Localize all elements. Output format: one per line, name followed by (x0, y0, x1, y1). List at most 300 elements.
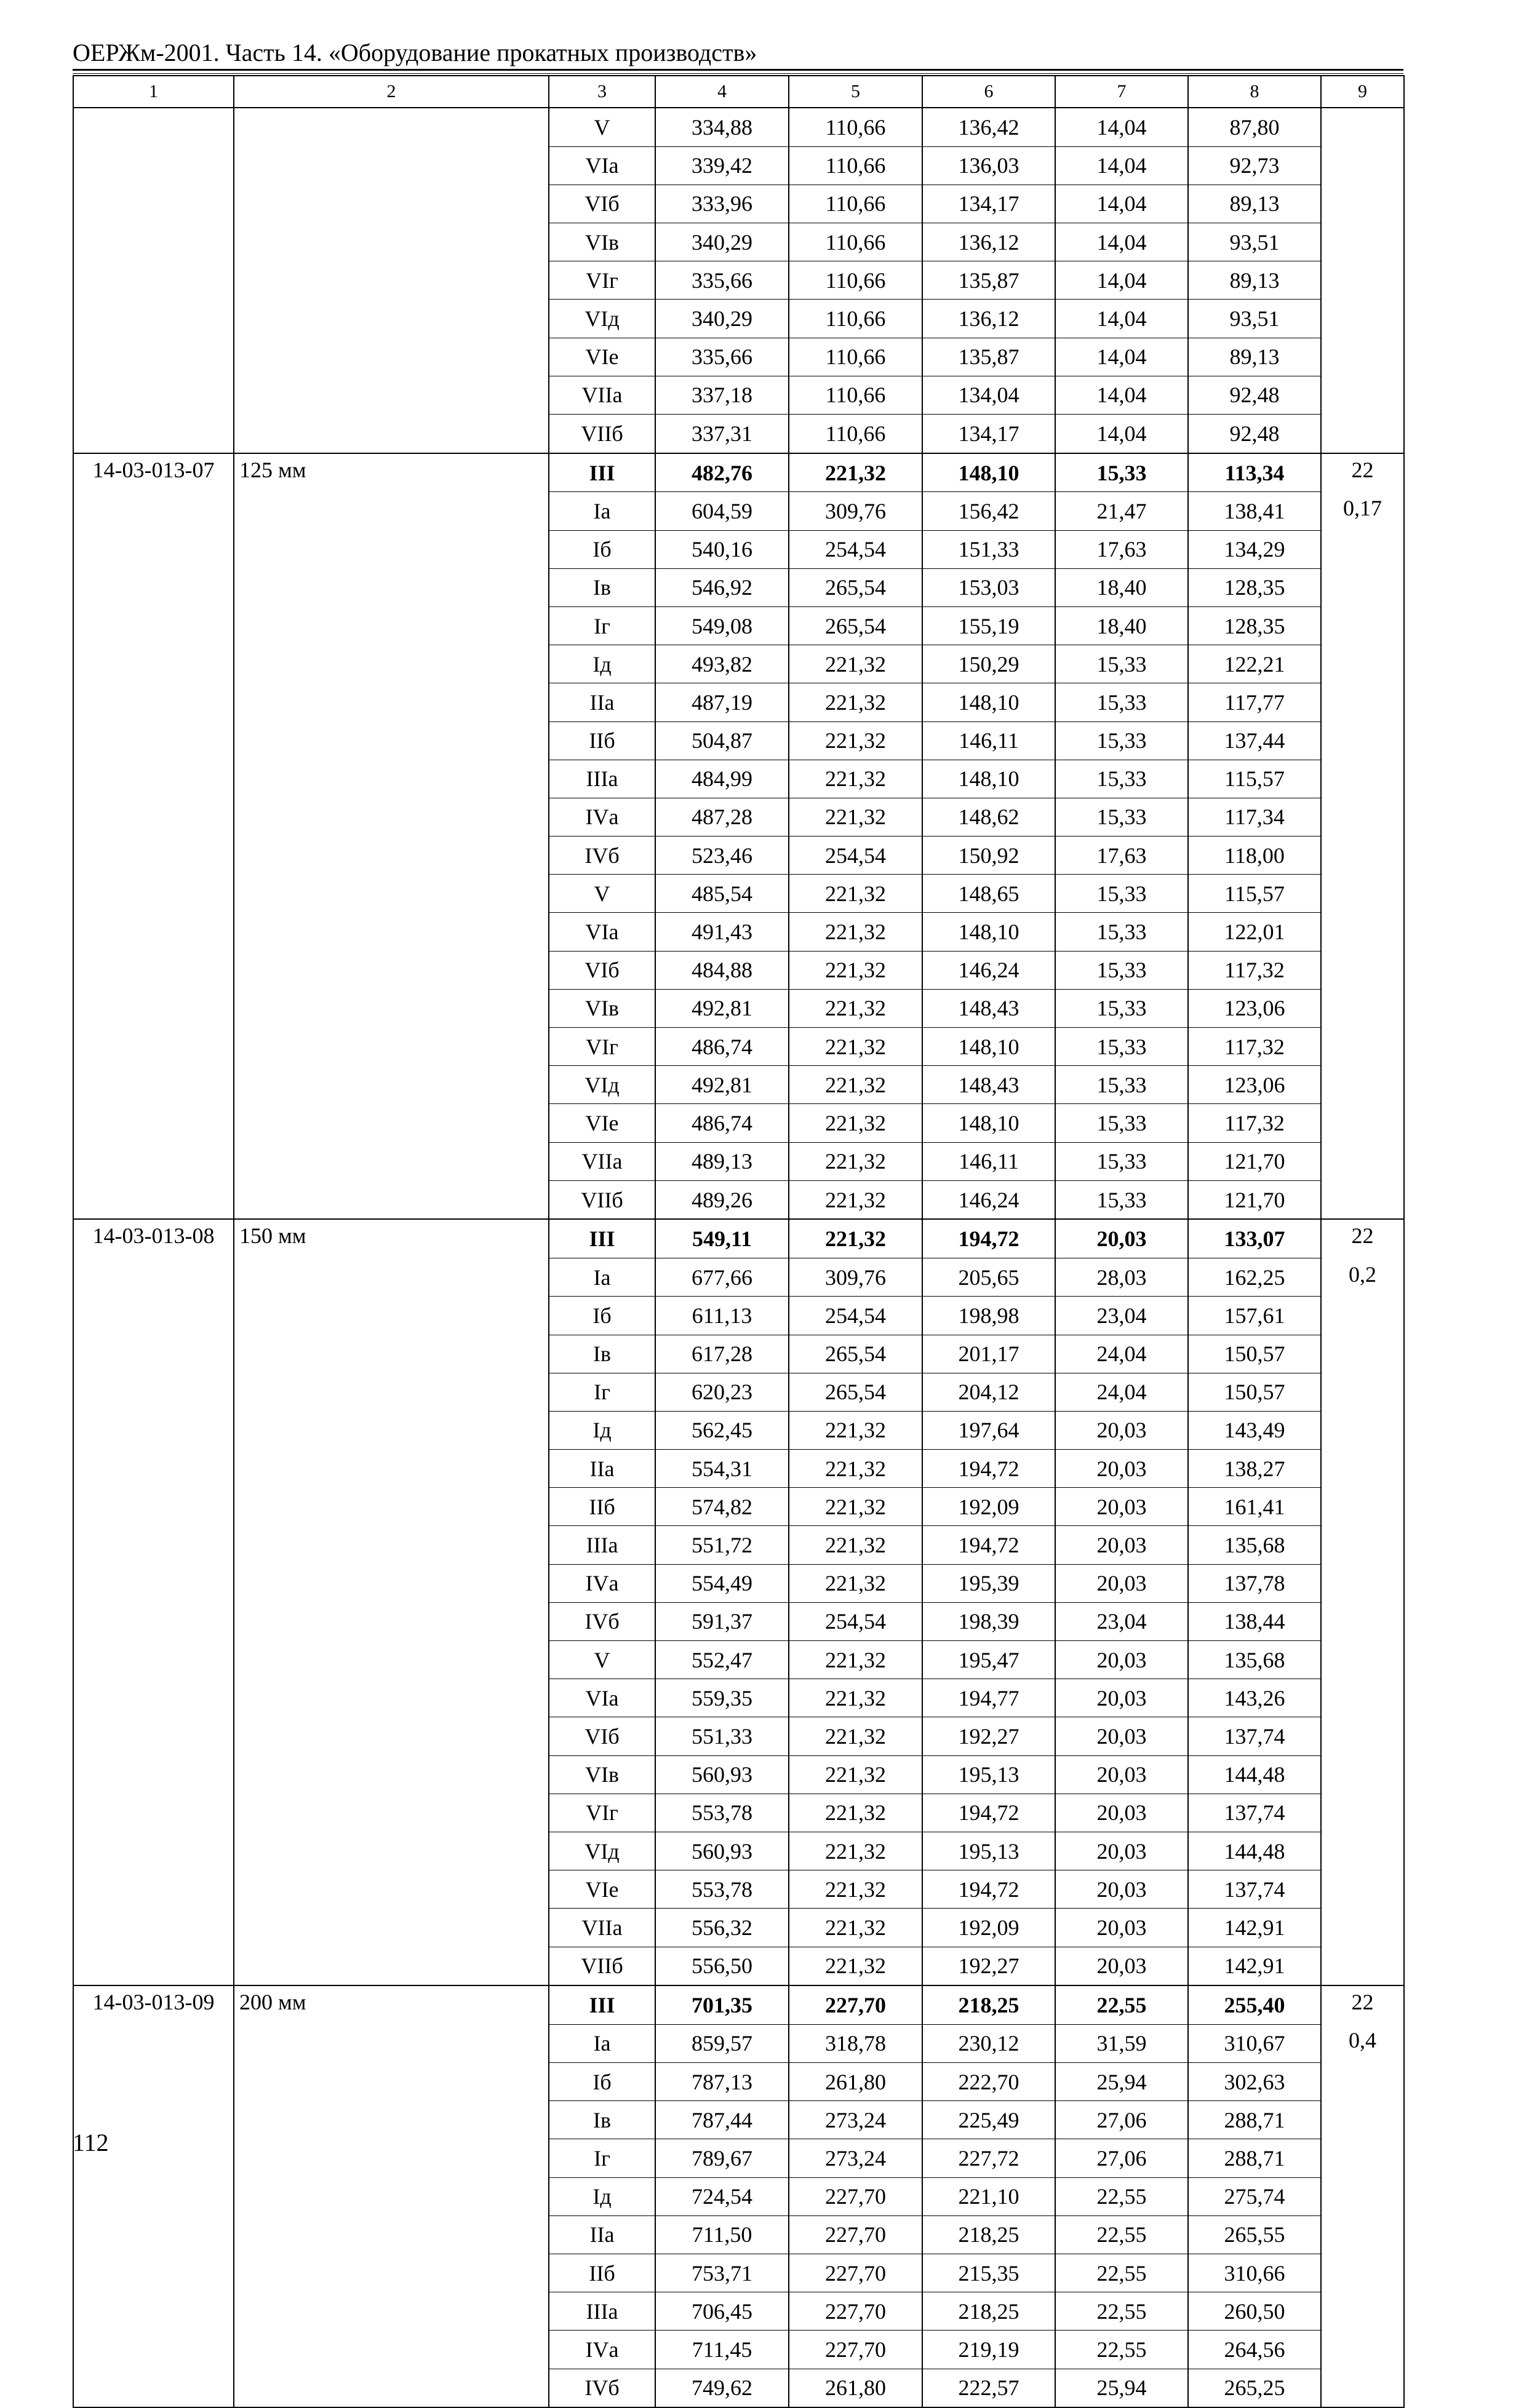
table-row (73, 300, 1404, 338)
table-row (73, 1180, 1404, 1219)
region-cell: Iд (549, 645, 655, 683)
machinist-wages-cell: 17,63 (1055, 836, 1188, 875)
materials-cell: 128,35 (1188, 606, 1321, 645)
total-cost-cell: 552,47 (655, 1641, 789, 1679)
machines-cell: 194,72 (922, 1450, 1055, 1488)
region-cell: VIг (549, 1794, 655, 1832)
region-cell: V (549, 875, 655, 913)
size-cell (234, 606, 549, 645)
wages-cell: 110,66 (789, 338, 922, 376)
region-cell: VIе (549, 1870, 655, 1909)
table-row (73, 798, 1404, 836)
machinist-wages-cell: 15,33 (1055, 913, 1188, 951)
machinist-wages-cell: 20,03 (1055, 1832, 1188, 1870)
materials-cell: 115,57 (1188, 875, 1321, 913)
size-cell (234, 1641, 549, 1679)
table-row (73, 1985, 1404, 2024)
machinist-wages-cell: 17,63 (1055, 530, 1188, 568)
machinist-wages-cell: 20,03 (1055, 1488, 1188, 1526)
col9-cell (1321, 836, 1404, 875)
materials-cell: 133,07 (1188, 1219, 1321, 1258)
materials-cell: 137,74 (1188, 1794, 1321, 1832)
table-row (73, 875, 1404, 913)
machinist-wages-cell: 14,04 (1055, 223, 1188, 261)
materials-cell: 310,67 (1188, 2024, 1321, 2062)
machines-cell: 227,72 (922, 2139, 1055, 2177)
table-row (73, 185, 1404, 223)
size-cell: 200 мм (234, 1985, 549, 2024)
machines-cell: 146,24 (922, 951, 1055, 989)
code-cell (73, 568, 234, 606)
code-cell (73, 2331, 234, 2369)
materials-cell: 144,48 (1188, 1755, 1321, 1794)
size-cell (234, 1258, 549, 1297)
total-cost-cell: 482,76 (655, 453, 789, 492)
machines-cell: 219,19 (922, 2331, 1055, 2369)
materials-cell: 137,44 (1188, 721, 1321, 760)
col9-cell (1321, 875, 1404, 913)
wages-cell: 221,32 (789, 760, 922, 798)
machinist-wages-cell: 20,03 (1055, 1717, 1188, 1755)
code-cell (73, 2024, 234, 2062)
table-row (73, 721, 1404, 760)
region-cell: VIв (549, 989, 655, 1027)
table-row (73, 1104, 1404, 1142)
size-cell (234, 1028, 549, 1066)
column-number: 8 (1188, 76, 1321, 108)
machines-cell: 205,65 (922, 1258, 1055, 1297)
code-cell (73, 300, 234, 338)
wages-cell: 221,32 (789, 798, 922, 836)
region-cell: IIIа (549, 1526, 655, 1564)
code-cell (73, 1832, 234, 1870)
size-cell (234, 1180, 549, 1219)
materials-cell: 117,77 (1188, 683, 1321, 721)
size-cell (234, 415, 549, 453)
table-row (73, 2024, 1404, 2062)
total-cost-cell: 484,88 (655, 951, 789, 989)
materials-cell: 310,66 (1188, 2254, 1321, 2292)
size-cell (234, 146, 549, 185)
wages-cell: 110,66 (789, 376, 922, 414)
size-cell (234, 1297, 549, 1335)
col9-cell (1321, 606, 1404, 645)
machinist-wages-cell: 24,04 (1055, 1373, 1188, 1411)
table-row (73, 683, 1404, 721)
materials-cell: 255,40 (1188, 1985, 1321, 2024)
table-row (73, 1066, 1404, 1104)
wages-cell: 221,32 (789, 1909, 922, 1947)
machines-cell: 136,03 (922, 146, 1055, 185)
size-cell (234, 1335, 549, 1373)
table-row (73, 1755, 1404, 1794)
materials-cell: 142,91 (1188, 1909, 1321, 1947)
machinist-wages-cell: 15,33 (1055, 875, 1188, 913)
machines-cell: 150,29 (922, 645, 1055, 683)
machinist-wages-cell: 15,33 (1055, 721, 1188, 760)
total-cost-cell: 554,49 (655, 1564, 789, 1602)
table-row (73, 1142, 1404, 1180)
code-cell (73, 2292, 234, 2331)
wages-cell: 221,32 (789, 875, 922, 913)
size-cell (234, 875, 549, 913)
machines-cell: 146,11 (922, 1142, 1055, 1180)
wages-cell: 254,54 (789, 530, 922, 568)
wages-cell: 273,24 (789, 2139, 922, 2177)
region-cell: VIIб (549, 415, 655, 453)
region-cell: VIIа (549, 1142, 655, 1180)
size-cell (234, 1679, 549, 1717)
code-cell (73, 1180, 234, 1219)
size-cell (234, 836, 549, 875)
region-cell: III (549, 453, 655, 492)
col9-cell (1321, 2139, 1404, 2177)
code-cell (73, 1755, 234, 1794)
total-cost-cell: 617,28 (655, 1335, 789, 1373)
machinist-wages-cell: 15,33 (1055, 1028, 1188, 1066)
total-cost-cell: 492,81 (655, 1066, 789, 1104)
wages-cell: 309,76 (789, 492, 922, 530)
total-cost-cell: 554,31 (655, 1450, 789, 1488)
machinist-wages-cell: 25,94 (1055, 2369, 1188, 2407)
col9-cell (1321, 1142, 1404, 1180)
table-row (73, 1679, 1404, 1717)
machinist-wages-cell: 22,55 (1055, 2292, 1188, 2331)
code-cell (73, 415, 234, 453)
machines-cell: 134,17 (922, 185, 1055, 223)
materials-cell: 161,41 (1188, 1488, 1321, 1526)
code-cell (73, 261, 234, 300)
table-row (73, 415, 1404, 453)
region-cell: Iг (549, 1373, 655, 1411)
col9-cell (1321, 146, 1404, 185)
region-cell: IVб (549, 1602, 655, 1640)
table-row (73, 1258, 1404, 1297)
col9-cell: 0,17 (1321, 492, 1404, 530)
table-row (73, 1335, 1404, 1373)
col9-cell: 22 (1321, 1985, 1404, 2024)
wages-cell: 221,32 (789, 1450, 922, 1488)
total-cost-cell: 560,93 (655, 1755, 789, 1794)
size-cell (234, 568, 549, 606)
region-cell: IVа (549, 2331, 655, 2369)
code-cell (73, 1411, 234, 1449)
materials-cell: 142,91 (1188, 1947, 1321, 1985)
code-cell (73, 1488, 234, 1526)
machines-cell: 134,17 (922, 415, 1055, 453)
table-row (73, 2331, 1404, 2369)
region-cell: IVб (549, 836, 655, 875)
machinist-wages-cell: 15,33 (1055, 1066, 1188, 1104)
wages-cell: 110,66 (789, 261, 922, 300)
materials-cell: 92,48 (1188, 376, 1321, 414)
col9-cell (1321, 721, 1404, 760)
col9-cell (1321, 683, 1404, 721)
code-cell (73, 1602, 234, 1640)
code-cell (73, 1717, 234, 1755)
col9-cell (1321, 185, 1404, 223)
table-row (73, 1564, 1404, 1602)
machines-cell: 148,10 (922, 1104, 1055, 1142)
size-cell (234, 1142, 549, 1180)
code-cell (73, 798, 234, 836)
materials-cell: 265,25 (1188, 2369, 1321, 2407)
table-row (73, 1373, 1404, 1411)
materials-cell: 92,73 (1188, 146, 1321, 185)
size-cell (234, 1717, 549, 1755)
size-cell (234, 1870, 549, 1909)
table-row (73, 951, 1404, 989)
region-cell: VIв (549, 1755, 655, 1794)
machines-cell: 155,19 (922, 606, 1055, 645)
total-cost-cell: 486,74 (655, 1028, 789, 1066)
code-cell (73, 492, 234, 530)
machines-cell: 150,92 (922, 836, 1055, 875)
machinist-wages-cell: 25,94 (1055, 2063, 1188, 2101)
column-number: 4 (655, 76, 789, 108)
total-cost-cell: 551,33 (655, 1717, 789, 1755)
total-cost-cell: 711,50 (655, 2215, 789, 2254)
machines-cell: 201,17 (922, 1335, 1055, 1373)
code-cell (73, 1794, 234, 1832)
table-row (73, 2139, 1404, 2177)
materials-cell: 128,35 (1188, 568, 1321, 606)
materials-cell: 122,01 (1188, 913, 1321, 951)
size-cell (234, 1909, 549, 1947)
col9-cell (1321, 223, 1404, 261)
size-cell (234, 1526, 549, 1564)
col9-cell (1321, 913, 1404, 951)
machinist-wages-cell: 14,04 (1055, 108, 1188, 146)
total-cost-cell: 333,96 (655, 185, 789, 223)
col9-cell (1321, 108, 1404, 146)
table-row (73, 1602, 1404, 1640)
table-row (73, 1641, 1404, 1679)
code-cell (73, 2063, 234, 2101)
col9-cell (1321, 1411, 1404, 1449)
size-cell (234, 2024, 549, 2062)
wages-cell: 221,32 (789, 1526, 922, 1564)
code-cell (73, 1450, 234, 1488)
code-cell (73, 223, 234, 261)
materials-cell: 144,48 (1188, 1832, 1321, 1870)
total-cost-cell: 489,13 (655, 1142, 789, 1180)
table-row (73, 1909, 1404, 1947)
col9-cell (1321, 2215, 1404, 2254)
size-cell (234, 989, 549, 1027)
region-cell: VIб (549, 185, 655, 223)
materials-cell: 117,34 (1188, 798, 1321, 836)
col9-cell (1321, 376, 1404, 414)
region-cell: Iв (549, 2101, 655, 2139)
code-cell (73, 2215, 234, 2254)
col9-cell (1321, 798, 1404, 836)
materials-cell: 87,80 (1188, 108, 1321, 146)
materials-cell: 89,13 (1188, 261, 1321, 300)
column-number: 2 (234, 76, 549, 108)
total-cost-cell: 574,82 (655, 1488, 789, 1526)
region-cell: IIа (549, 2215, 655, 2254)
materials-cell: 260,50 (1188, 2292, 1321, 2331)
size-cell (234, 721, 549, 760)
col9-cell (1321, 2292, 1404, 2331)
wages-cell: 221,32 (789, 1564, 922, 1602)
total-cost-cell: 335,66 (655, 338, 789, 376)
machines-cell: 194,77 (922, 1679, 1055, 1717)
table-row (73, 2101, 1404, 2139)
machinist-wages-cell: 20,03 (1055, 1450, 1188, 1488)
materials-cell: 288,71 (1188, 2101, 1321, 2139)
size-cell (234, 2369, 549, 2407)
region-cell: IIа (549, 1450, 655, 1488)
table-row (73, 108, 1404, 146)
region-cell: VIа (549, 146, 655, 185)
materials-cell: 150,57 (1188, 1335, 1321, 1373)
code-cell: 14-03-013-08 (73, 1219, 234, 1258)
wages-cell: 221,32 (789, 645, 922, 683)
wages-cell: 221,32 (789, 1832, 922, 1870)
col9-cell (1321, 2063, 1404, 2101)
col9-cell (1321, 1066, 1404, 1104)
total-cost-cell: 724,54 (655, 2177, 789, 2215)
wages-cell: 265,54 (789, 606, 922, 645)
col9-cell: 22 (1321, 1219, 1404, 1258)
col9-cell (1321, 261, 1404, 300)
table-row (73, 2063, 1404, 2101)
table-row (73, 1450, 1404, 1488)
code-cell (73, 1142, 234, 1180)
total-cost-cell: 340,29 (655, 300, 789, 338)
region-cell: Iв (549, 568, 655, 606)
table-row (73, 606, 1404, 645)
size-cell (234, 1450, 549, 1488)
wages-cell: 221,32 (789, 1947, 922, 1985)
col9-cell (1321, 2254, 1404, 2292)
size-cell (234, 2292, 549, 2331)
total-cost-cell: 551,72 (655, 1526, 789, 1564)
size-cell (234, 683, 549, 721)
size-cell (234, 1066, 549, 1104)
region-cell: IIб (549, 2254, 655, 2292)
machinist-wages-cell: 15,33 (1055, 1104, 1188, 1142)
column-number: 9 (1321, 76, 1404, 108)
size-cell (234, 1602, 549, 1640)
code-cell (73, 836, 234, 875)
machines-cell: 198,98 (922, 1297, 1055, 1335)
total-cost-cell: 540,16 (655, 530, 789, 568)
col9-cell: 0,4 (1321, 2024, 1404, 2062)
code-cell (73, 338, 234, 376)
total-cost-cell: 711,45 (655, 2331, 789, 2369)
size-cell (234, 913, 549, 951)
machinist-wages-cell: 23,04 (1055, 1297, 1188, 1335)
wages-cell: 227,70 (789, 2177, 922, 2215)
machines-cell: 222,57 (922, 2369, 1055, 2407)
column-number: 7 (1055, 76, 1188, 108)
total-cost-cell: 340,29 (655, 223, 789, 261)
wages-cell: 221,32 (789, 1488, 922, 1526)
column-number: 6 (922, 76, 1055, 108)
total-cost-cell: 487,28 (655, 798, 789, 836)
col9-cell: 22 (1321, 453, 1404, 492)
total-cost-cell: 549,11 (655, 1219, 789, 1258)
region-cell: VIд (549, 1066, 655, 1104)
code-cell (73, 645, 234, 683)
region-cell: VIд (549, 1832, 655, 1870)
machines-cell: 218,25 (922, 2292, 1055, 2331)
col9-cell (1321, 1180, 1404, 1219)
region-cell: VIе (549, 1104, 655, 1142)
table-row (73, 760, 1404, 798)
col9-cell (1321, 951, 1404, 989)
total-cost-cell: 491,43 (655, 913, 789, 951)
total-cost-cell: 789,67 (655, 2139, 789, 2177)
wages-cell: 221,32 (789, 1794, 922, 1832)
col9-cell (1321, 2177, 1404, 2215)
table-row (73, 1028, 1404, 1066)
machines-cell: 148,62 (922, 798, 1055, 836)
table-body (73, 76, 1404, 2407)
materials-cell: 302,63 (1188, 2063, 1321, 2101)
wages-cell: 110,66 (789, 415, 922, 453)
wages-cell: 110,66 (789, 300, 922, 338)
size-cell (234, 2101, 549, 2139)
total-cost-cell: 546,92 (655, 568, 789, 606)
materials-cell: 265,55 (1188, 2215, 1321, 2254)
machines-cell: 135,87 (922, 338, 1055, 376)
machinist-wages-cell: 22,55 (1055, 1985, 1188, 2024)
machines-cell: 230,12 (922, 2024, 1055, 2062)
total-cost-cell: 335,66 (655, 261, 789, 300)
materials-cell: 118,00 (1188, 836, 1321, 875)
region-cell: VIв (549, 223, 655, 261)
total-cost-cell: 556,32 (655, 1909, 789, 1947)
machinist-wages-cell: 22,55 (1055, 2215, 1188, 2254)
total-cost-cell: 485,54 (655, 875, 789, 913)
column-number: 3 (549, 76, 655, 108)
machines-cell: 192,27 (922, 1947, 1055, 1985)
wages-cell: 221,32 (789, 1104, 922, 1142)
machines-cell: 195,13 (922, 1832, 1055, 1870)
col9-cell (1321, 1526, 1404, 1564)
machinist-wages-cell: 20,03 (1055, 1909, 1188, 1947)
table-row (73, 2254, 1404, 2292)
table-row (73, 1219, 1404, 1258)
machines-cell: 218,25 (922, 1985, 1055, 2024)
wages-cell: 265,54 (789, 568, 922, 606)
code-cell (73, 1104, 234, 1142)
total-cost-cell: 787,44 (655, 2101, 789, 2139)
machines-cell: 222,70 (922, 2063, 1055, 2101)
machines-cell: 148,10 (922, 913, 1055, 951)
machinist-wages-cell: 23,04 (1055, 1602, 1188, 1640)
table-row (73, 1488, 1404, 1526)
size-cell (234, 300, 549, 338)
wages-cell: 221,32 (789, 683, 922, 721)
wages-cell: 227,70 (789, 2292, 922, 2331)
wages-cell: 221,32 (789, 1411, 922, 1449)
materials-cell: 117,32 (1188, 1104, 1321, 1142)
machines-cell: 148,10 (922, 453, 1055, 492)
materials-cell: 138,44 (1188, 1602, 1321, 1640)
col9-cell (1321, 2331, 1404, 2369)
table-row (73, 2369, 1404, 2407)
materials-cell: 117,32 (1188, 1028, 1321, 1066)
column-number: 1 (73, 76, 234, 108)
table-row (73, 1717, 1404, 1755)
code-cell (73, 1028, 234, 1066)
col9-cell (1321, 1602, 1404, 1640)
